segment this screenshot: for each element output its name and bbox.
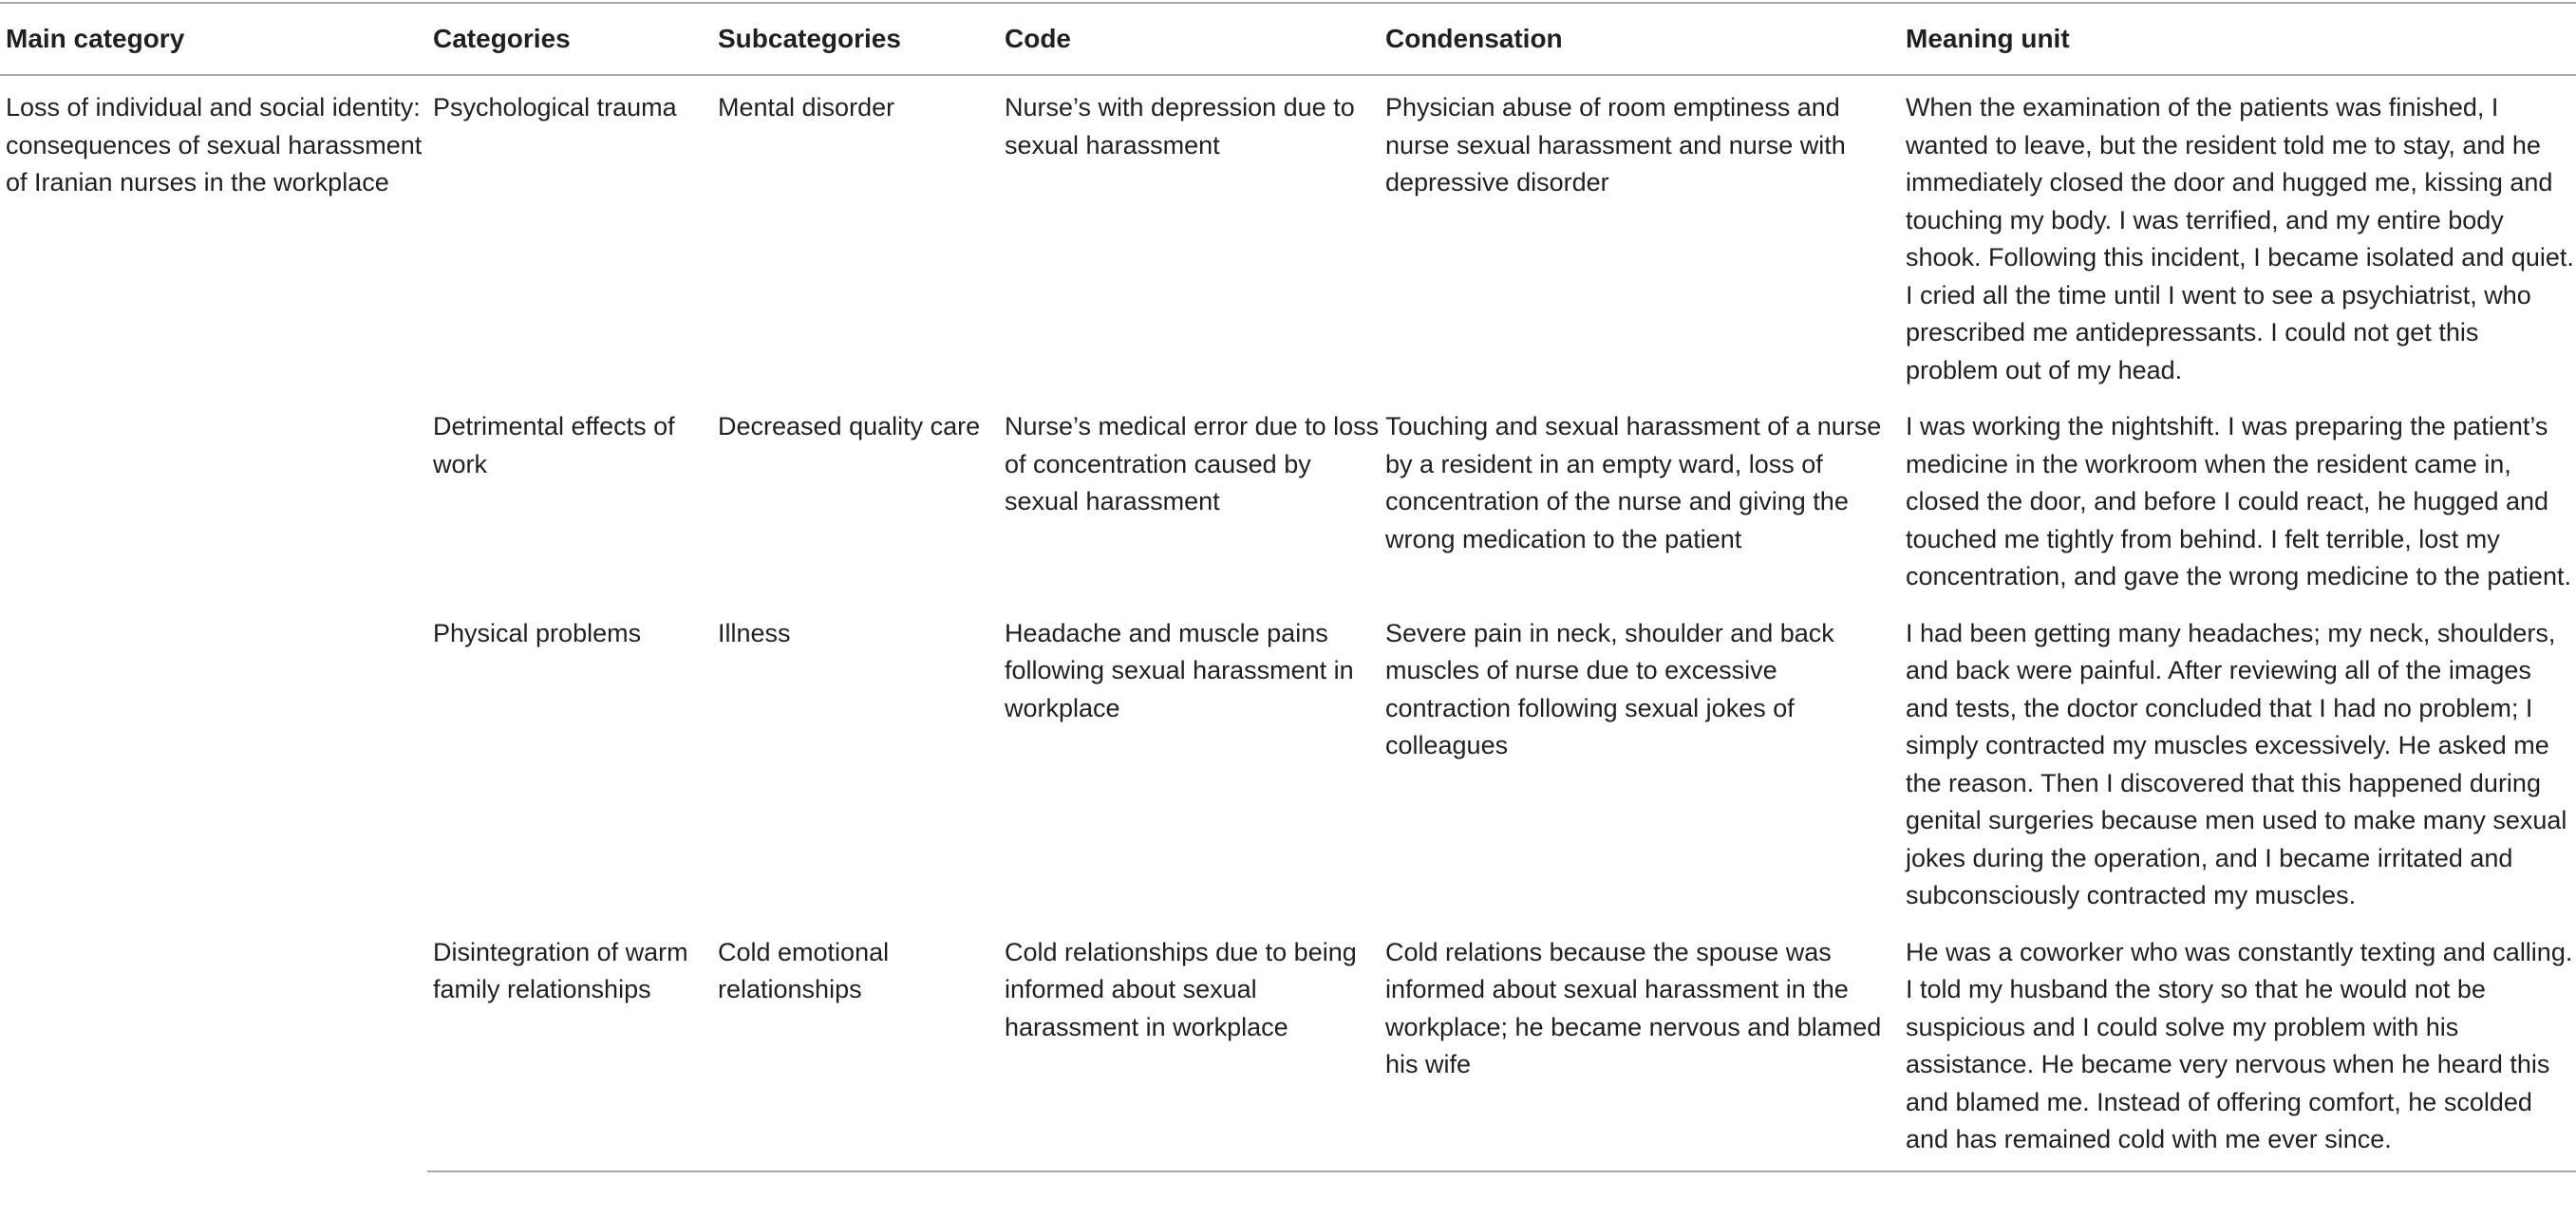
category-cell: Psychological trauma bbox=[433, 93, 677, 122]
header-categories: Categories bbox=[427, 3, 712, 75]
subcategory-cell: Mental disorder bbox=[718, 93, 895, 122]
main-category-cell: Loss of individual and social identity: consequences of sexual harassment of Iranian nurses in the workplace bbox=[6, 93, 423, 197]
table-header bbox=[0, 3, 2576, 75]
subcategory-cell: Decreased quality care bbox=[718, 412, 981, 440]
category-cell: Detrimental effects of work bbox=[433, 412, 675, 478]
table-row bbox=[0, 75, 2576, 395]
header-row bbox=[0, 3, 2576, 75]
header-code: Code bbox=[999, 3, 1380, 75]
meaning-unit-cell: He was a coworker who was constantly texting and calling. I told my husband the story so that he would not be suspicious and I could solve my problem with his assistance. He became very nervous when he heard this and blamed me. Instead of offering comfort, he scolded and has remained cold with me ever since. bbox=[1900, 921, 2576, 1171]
condensation-cell: Severe pain in neck, shoulder and back muscles of nurse due to excessive contraction following sexual jokes of colleagues bbox=[1385, 618, 1834, 759]
condensation-cell: Physician abuse of room emptiness and nurse sexual harassment and nurse with depressive disorder bbox=[1385, 93, 1846, 197]
code-cell: Nurse’s with depression due to sexual harassment bbox=[1005, 93, 1355, 159]
meaning-unit-cell: I had been getting many headaches; my neck, shoulders, and back were painful. After reviewing all of the images and tests, the doctor concluded that I had no problem; I simply contracted my muscles excessively. He asked me the reason. Then I discovered that this happened during genital surgeries because men used to make many sexual jokes during the operation, and I became irritated and subconsciously contracted my muscles. bbox=[1906, 618, 2567, 909]
header-meaning-unit: Meaning unit bbox=[1900, 3, 2576, 75]
category-cell: Physical problems bbox=[433, 618, 642, 647]
condensation-cell: Cold relations because the spouse was informed about sexual harassment in the workplace; he became nervous and blamed his wife bbox=[1380, 921, 1900, 1171]
code-cell: Headache and muscle pains following sexual harassment in workplace bbox=[1005, 618, 1354, 722]
meaning-unit-cell: I was working the nightshift. I was preparing the patient’s medicine in the workroom when the resident came in, closed the door, and before I could react, he hugged and touched me tightly from behind. I felt terrible, lost my concentration, and gave the wrong medicine to the patient. bbox=[1906, 412, 2571, 590]
category-cell: Disintegration of warm family relationships bbox=[427, 921, 712, 1171]
condensation-cell: Touching and sexual harassment of a nurse by a resident in an empty ward, loss of concentration of the nurse and giving the wrong medication to the patient bbox=[1385, 412, 1882, 553]
code-cell: Cold relationships due to being informed about sexual harassment in workplace bbox=[999, 921, 1380, 1171]
meaning-unit-cell: When the examination of the patients was finished, I wanted to leave, but the resident told me to stay, and he immediately closed the door and hugged me, kissing and touching my body. I was terrified, and my entire body shook. Following this incident, I became isolated and quiet. I cried all the time until I went to see a psychiatrist, who prescribed me antidepressants. I could not get this problem out of my head. bbox=[1906, 93, 2574, 384]
table-body bbox=[0, 75, 2576, 1171]
subcategory-cell: Cold emotional relationships bbox=[712, 921, 999, 1171]
subcategory-cell: Illness bbox=[718, 618, 791, 647]
header-condensation: Condensation bbox=[1380, 3, 1900, 75]
header-main-category: Main category bbox=[0, 3, 427, 75]
code-cell: Nurse’s medical error due to loss of concentration caused by sexual harassment bbox=[1005, 412, 1380, 515]
header-subcategories: Subcategories bbox=[712, 3, 999, 75]
qualitative-analysis-table bbox=[0, 2, 2576, 1172]
